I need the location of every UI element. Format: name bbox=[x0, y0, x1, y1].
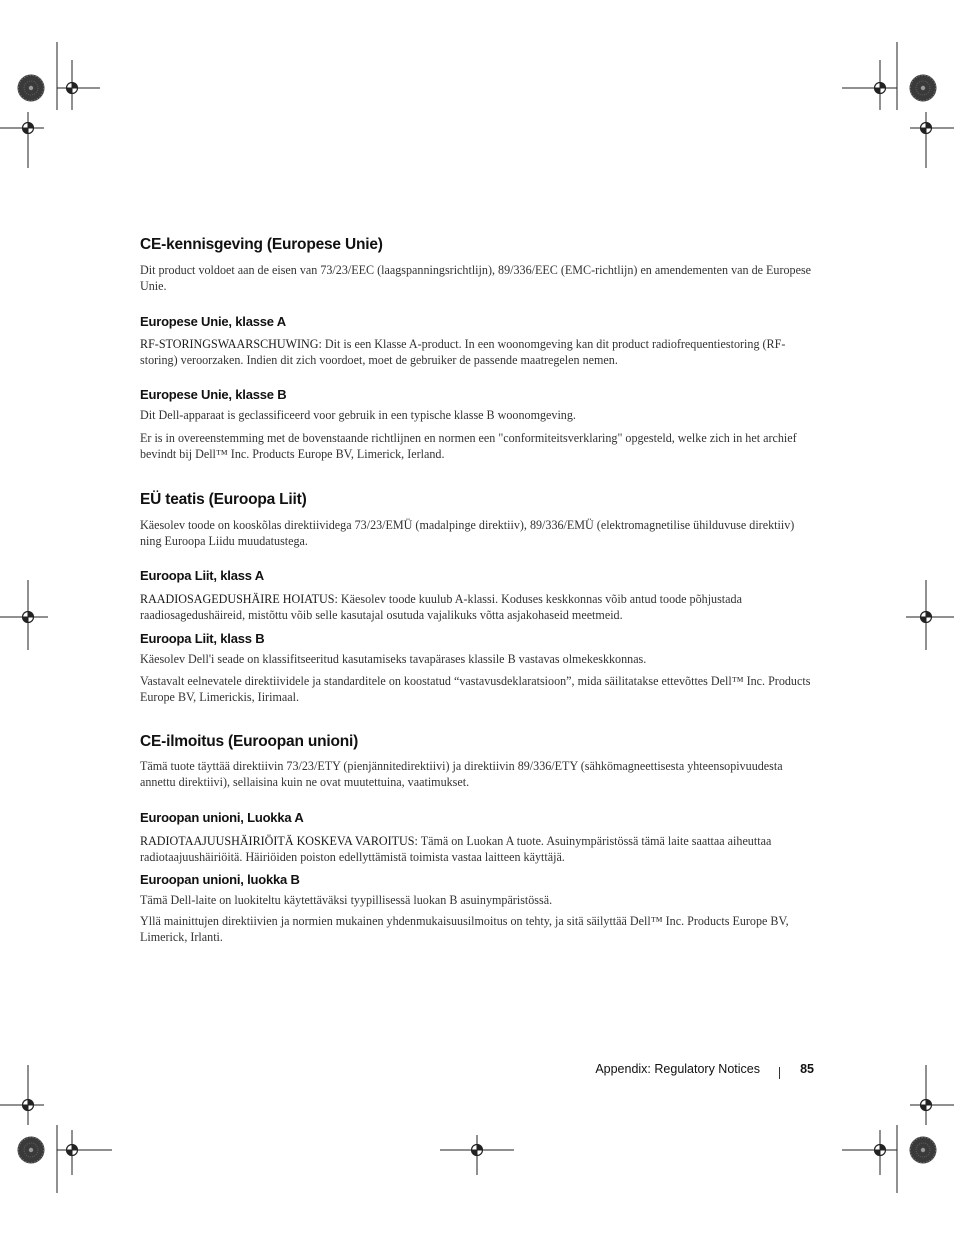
crop-mark-bottom-right bbox=[842, 1065, 954, 1193]
conformity-text-finnish: Yllä mainittujen direktiivien ja normien mukainen yhdenmukaisuusilmoitus on tehty, ja sitä säilyttää Dell™ Inc. Products Europe BV, Limerick, Irlanti. bbox=[140, 914, 789, 944]
section-intro-dutch: Dit product voldoet aan de eisen van 73/23/EEC (laagspanningsrichtlijn), 89/336/EEC (EMC-richtlijn) en amendementen van de Europese Unie. bbox=[140, 263, 812, 293]
crop-mark-top-left bbox=[0, 42, 100, 168]
conformity-text-dutch: Er is in overeenstemming met de bovenstaande richtlijnen en normen een "conformiteitsverklaring" opgesteld, welke zich in het archief bevindt bij Dell™ Inc. Products Europe BV, Limerick, Ierland. bbox=[140, 431, 797, 461]
class-a-text-finnish: Tämä on Luokan A tuote. Asuinympäristössä tämä laite saattaa aiheuttaa radiotaajuushäiriöitä. Häiriöiden poiston edellyttämistä toimista vastaa laitteen käyttäjä. bbox=[140, 834, 772, 864]
class-b-heading-dutch: Europese Unie, klasse B bbox=[140, 387, 287, 402]
class-b-text-finnish: Tämä Dell-laite on luokiteltu käytettäväksi tyypillisessä luokan B asuinympäristössä. bbox=[140, 893, 553, 907]
section-heading-dutch: CE-kennisgeving (Europese Unie) bbox=[140, 236, 383, 253]
crop-mark-top-right bbox=[842, 42, 954, 168]
section-heading-estonian: EÜ teatis (Euroopa Liit) bbox=[140, 491, 307, 508]
section-heading-finnish: CE-ilmoitus (Euroopan unioni) bbox=[140, 733, 359, 750]
class-a-heading-finnish: Euroopan unioni, Luokka A bbox=[140, 810, 304, 825]
page-number: 85 bbox=[800, 1062, 814, 1076]
footer-separator bbox=[779, 1067, 780, 1079]
section-intro-finnish: Tämä tuote täyttää direktiivin 73/23/ETY (pienjännitedirektiivi) ja direktiivin 89/336/ETY (sähkömagneettisesta yhteensopivuudesta annettu direktiivi), sellaisina kuin ne ovat muutettuina, vaatimukset. bbox=[140, 759, 783, 789]
class-a-paragraph-dutch bbox=[140, 336, 812, 368]
crop-mark-bottom-center bbox=[440, 1135, 514, 1175]
crop-mark-middle-left bbox=[0, 580, 48, 650]
footer-title: Appendix: Regulatory Notices bbox=[595, 1062, 760, 1076]
class-b-heading-finnish: Euroopan unioni, luokka B bbox=[140, 872, 300, 887]
class-b-text-estonian: Käesolev Dell'i seade on klassifitseeritud kasutamiseks tavapärases klassile B vastavas olmekeskkonnas. bbox=[140, 652, 647, 666]
class-b-heading-estonian: Euroopa Liit, klass B bbox=[140, 631, 265, 646]
class-a-warning-label-dutch: RF-STORINGSWAARSCHUWING: bbox=[140, 337, 322, 351]
class-b-text-dutch: Dit Dell-apparaat is geclassificeerd voor gebruik in een typische klasse B woonomgeving. bbox=[140, 408, 576, 422]
page-footer bbox=[560, 1062, 814, 1080]
class-a-text-estonian: Käesolev toode kuulub A-klassi. Koduses keskkonnas võib antud toode põhjustada raadiosagedushäireid, mistõttu võib selle kasutajal osutuda vajalikuks võtta asjakohaseid meetmeid. bbox=[140, 592, 742, 622]
conformity-text-estonian: Vastavalt eelnevatele direktiividele ja standarditele on koostatud “vastavusdeklaratsioon”, mida säilitatakse ettevõttes Dell™ Inc. Products Europe BV, Limerickis, Iirimaal. bbox=[140, 674, 811, 704]
class-a-warning-label-estonian: RAADIOSAGEDUSHÄIRE HOIATUS: bbox=[140, 592, 338, 606]
class-a-heading-dutch: Europese Unie, klasse A bbox=[140, 314, 286, 329]
crop-mark-middle-right bbox=[906, 580, 954, 650]
class-a-paragraph-estonian bbox=[140, 591, 812, 623]
class-a-paragraph-finnish bbox=[140, 833, 812, 865]
class-a-warning-label-finnish: RADIOTAAJUUSHÄIRIÖITÄ KOSKEVA VAROITUS: bbox=[140, 834, 418, 848]
class-a-text-dutch: Dit is een Klasse A-product. In een woonomgeving kan dit product radiofrequentiestoring (RF-storing) veroorzaken. Indien dit zich voordoet, moet de gebruiker de passende maatregelen nemen. bbox=[140, 337, 786, 367]
section-intro-estonian: Käesolev toode on kooskõlas direktiividega 73/23/EMÜ (madalpinge direktiiv), 89/336/EMÜ (elektromagnetilise ühilduvuse direktiiv) ning Euroopa Liidu muudatustega. bbox=[140, 518, 795, 548]
crop-mark-bottom-left bbox=[0, 1065, 112, 1193]
class-a-heading-estonian: Euroopa Liit, klass A bbox=[140, 568, 264, 583]
